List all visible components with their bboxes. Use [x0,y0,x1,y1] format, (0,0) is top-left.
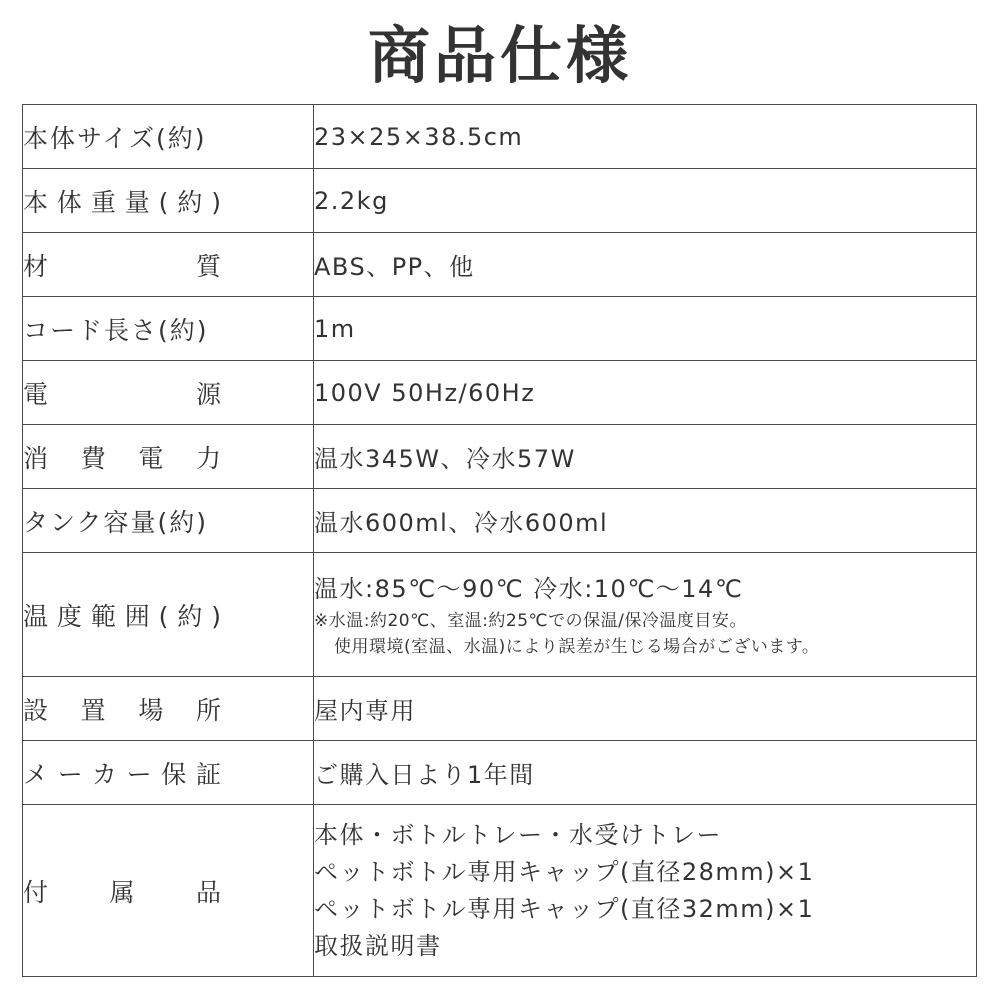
table-row [23,233,977,297]
spec-label: 温度範囲(約) [23,601,223,631]
spec-note: ※水温:約20℃、室温:約25℃での保温/保冷温度目安。 [314,610,747,631]
table-row [23,741,977,805]
table-row [23,361,977,425]
spec-label: 電 源 [23,379,223,409]
spec-label: 設置場所 [23,695,223,725]
spec-value: 1m [314,314,356,343]
table-row [23,805,977,977]
table-row [23,677,977,741]
table-row [23,297,977,361]
spec-note: 使用環境(室温、水温)により誤差が生じる場合がございます。 [334,636,820,657]
spec-value: 温水345W、冷水57W [314,445,576,473]
spec-label: 消費電力 [23,443,223,473]
spec-value: 屋内専用 [314,697,416,725]
table-row [23,553,977,677]
spec-table [22,104,977,977]
table-row [23,425,977,489]
spec-label: メーカー保証 [23,759,223,789]
spec-value: 23×25×38.5cm [314,122,524,151]
accessory-item: ペットボトル専用キャップ(直径28mm)×1 [314,857,815,886]
accessory-item: ペットボトル専用キャップ(直径32mm)×1 [314,894,815,923]
spec-value: ABS、PP、他 [314,253,475,281]
spec-value: ご購入日より1年間 [314,761,535,789]
spec-value: 温水600ml、冷水600ml [314,509,609,537]
spec-value: 2.2kg [314,186,389,215]
spec-label: タンク容量(約) [23,507,209,537]
spec-label: 付 属 品 [23,877,223,907]
spec-label: コード長さ(約) [23,315,209,345]
spec-value: 100V 50Hz/60Hz [314,378,536,407]
accessory-item: 本体・ボトルトレー・水受けトレー [314,820,722,849]
table-row [23,489,977,553]
page-title: 商品仕様 [367,19,632,92]
table-row [23,169,977,233]
table-row [23,105,977,169]
spec-label: 本体サイズ(約) [23,123,207,153]
spec-value: 温水:85℃〜90℃ 冷水:10℃〜14℃ [314,574,744,603]
spec-label: 本体重量(約) [23,187,223,217]
spec-label: 材 質 [23,251,223,281]
accessory-item: 取扱説明書 [314,931,442,960]
